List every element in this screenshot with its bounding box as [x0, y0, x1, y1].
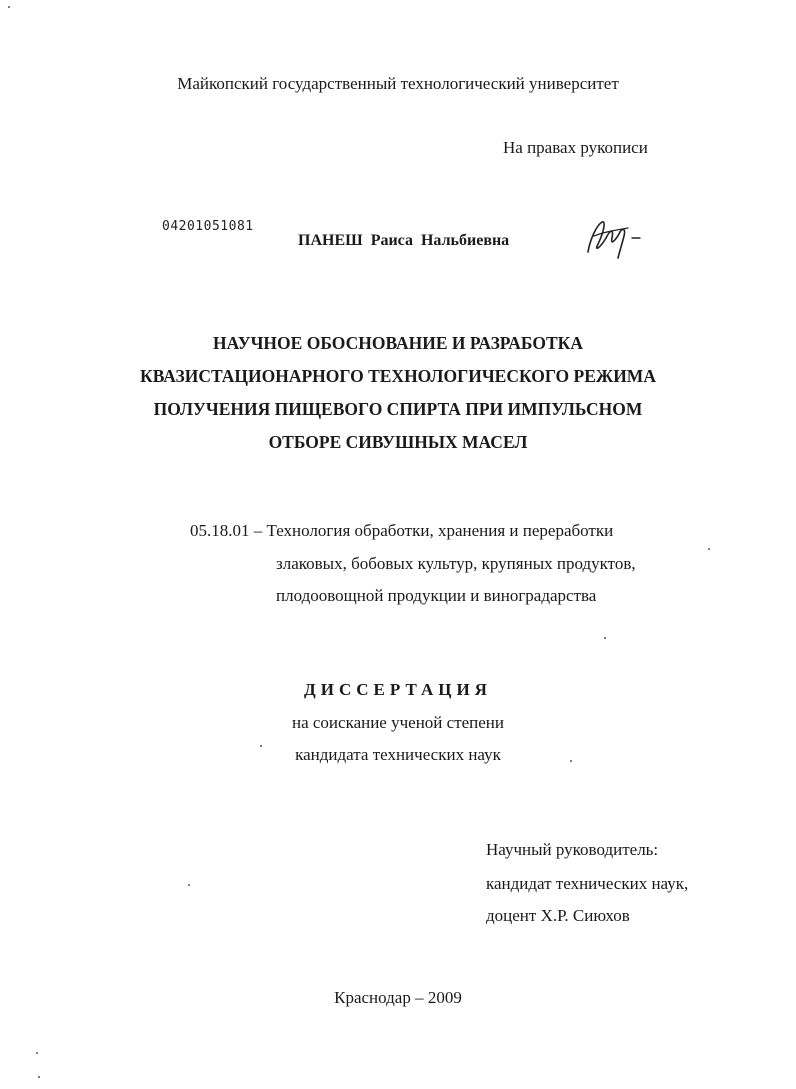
rights-note: На правах рукописи	[503, 138, 648, 157]
scan-speck	[8, 6, 10, 8]
scan-speck	[38, 1076, 40, 1078]
title-line: КВАЗИСТАЦИОНАРНОГО ТЕХНОЛОГИЧЕСКОГО РЕЖИМА	[140, 366, 656, 386]
specialty-line: злаковых, бобовых культур, крупяных продуктов,	[276, 554, 636, 573]
specialty-line: плодоовощной продукции и виноградарства	[276, 586, 597, 605]
title-line: ПОЛУЧЕНИЯ ПИЩЕВОГО СПИРТА ПРИ ИМПУЛЬСНОМ	[153, 399, 643, 419]
supervisor-label: Научный руководитель:	[486, 840, 659, 859]
title-line: ОТБОРЕ СИВУШНЫХ МАСЕЛ	[268, 432, 528, 452]
scan-speck	[570, 760, 572, 762]
scan-speck	[188, 884, 190, 886]
scan-speck	[260, 745, 262, 747]
specialty-code-line: 05.18.01 – Технология обработки, хранения и переработки	[190, 521, 614, 540]
degree-line: кандидата технических наук	[295, 745, 501, 764]
scan-speck	[36, 1052, 38, 1054]
supervisor-degree: кандидат технических наук,	[486, 874, 689, 893]
scan-speck	[604, 637, 606, 639]
dissertation-title	[0, 327, 796, 459]
author-name: ПАНЕШ Раиса Нальбиевна	[298, 232, 510, 249]
degree-line: на соискание ученой степени	[291, 713, 505, 732]
university-name: Майкопский государственный технологический университет	[177, 74, 619, 93]
archive-code: 04201051081	[162, 219, 254, 234]
signature-image	[580, 214, 650, 264]
supervisor-name: доцент Х.Р. Сиюхов	[486, 906, 630, 925]
title-line: НАУЧНОЕ ОБОСНОВАНИЕ И РАЗРАБОТКА	[213, 333, 583, 353]
scan-speck	[708, 548, 710, 550]
city-year: Краснодар – 2009	[334, 988, 462, 1007]
work-type: ДИССЕРТАЦИЯ	[304, 680, 492, 699]
